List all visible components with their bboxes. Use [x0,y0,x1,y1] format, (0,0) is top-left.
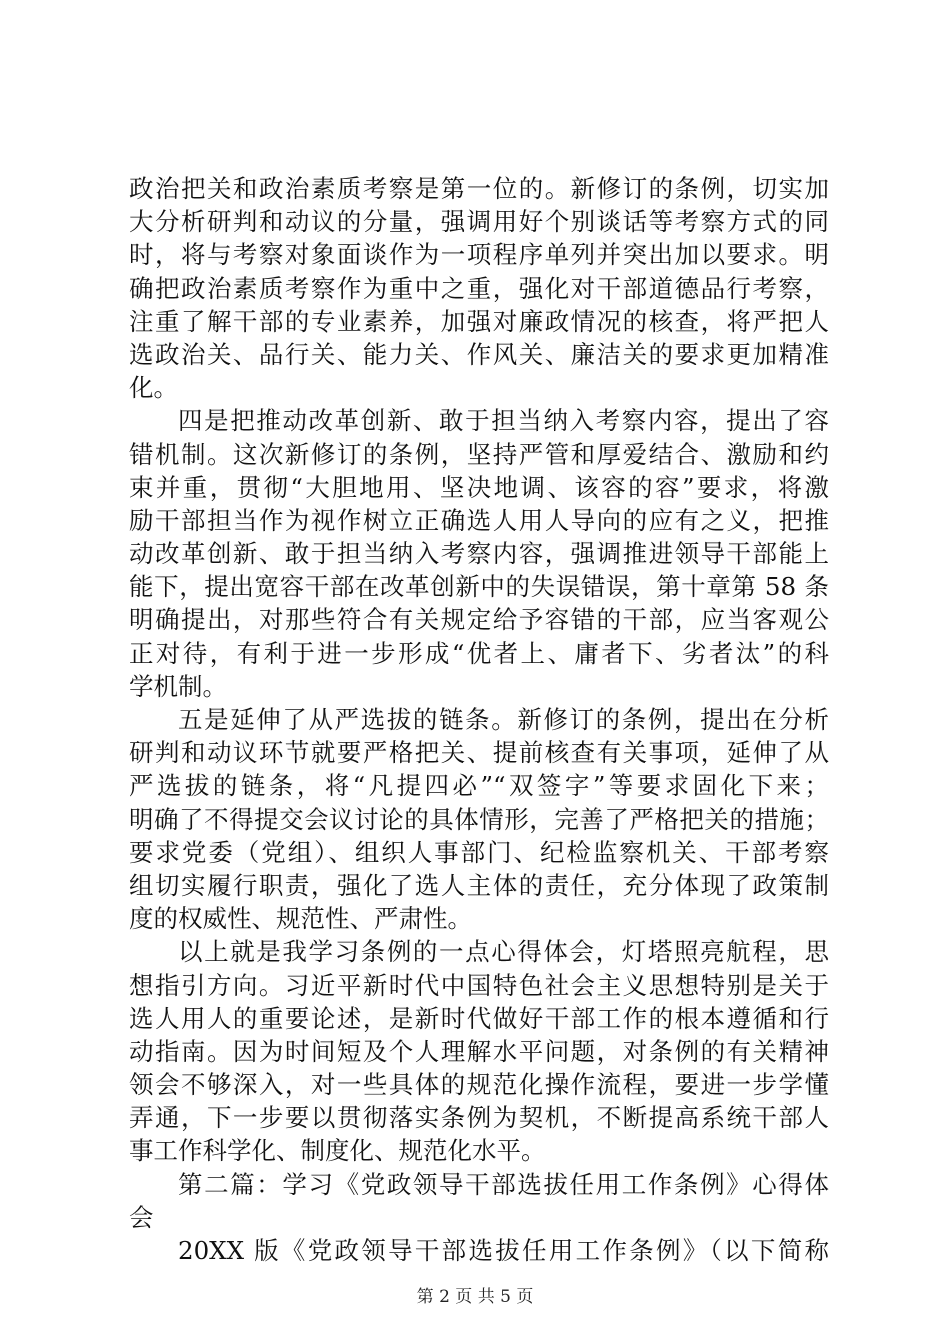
text-line: 正对待，有利于进一步形成“优者上、庸者下、劣者汰”的科 [129,638,829,668]
text-line: 错机制。这次新修订的条例，坚持严管和厚爱结合、激励和约 [129,439,829,469]
text-line: 五是延伸了从严选拔的链条。新修订的条例，提出在分析 [178,705,829,734]
body-text [129,172,829,1267]
text-line: 第二篇：学习《党政领导干部选拔任用工作条例》心得体 [178,1169,829,1199]
page-footer: 第 2 页 共 5 页 [416,1287,534,1307]
text-line: 大分析研判和动议的分量，强调用好个别谈话等考察方式的同 [129,207,829,237]
text-line: 时，将与考察对象面谈作为一项程序单列并突出加以要求。明 [129,240,829,270]
text-line: 会 [129,1202,154,1232]
text-line: 想指引方向。习近平新时代中国特色社会主义思想特别是关于 [129,970,829,1000]
text-line: 政治把关和政治素质考察是第一位的。新修订的条例，切实加 [129,174,829,203]
text-line: 严选拔的链条，将“凡提四必”“双签字”等要求固化下来； [129,771,829,801]
text-line: 四是把推动改革创新、敢于担当纳入考察内容，提出了容 [178,406,829,436]
text-line: 组切实履行职责，强化了选人主体的责任，充分体现了政策制 [129,870,829,900]
text-line: 动改革创新、敢于担当纳入考察内容，强调推进领导干部能上 [129,539,829,569]
text-line: 明确提出，对那些符合有关规定给予容错的干部，应当客观公 [129,605,829,635]
text-line: 选人用人的重要论述，是新时代做好干部工作的根本遵循和行 [129,1003,829,1033]
text-line: 动指南。因为时间短及个人理解水平问题，对条例的有关精神 [129,1036,829,1066]
text-line: 选政治关、品行关、能力关、作风关、廉洁关的要求更加精准 [129,339,829,369]
text-line: 事工作科学化、制度化、规范化水平。 [129,1136,546,1166]
text-line: 弄通，下一步要以贯彻落实条例为契机，不断提高系统干部人 [129,1103,829,1133]
text-line: 要求党委（党组）、组织人事部门、纪检监察机关、干部考察 [129,837,829,867]
text-line: 领会不够深入，对一些具体的规范化操作流程，要进一步学懂 [129,1070,829,1100]
text-line: 研判和动议环节就要严格把关、提前核查有关事项，延伸了从 [129,738,829,768]
text-line: 学机制。 [129,671,227,701]
text-line: 化。 [129,373,178,403]
text-line: 束并重，贯彻“大胆地用、坚决地调、该容的容”要求，将激 [129,472,829,502]
text-line: 以上就是我学习条例的一点心得体会，灯塔照亮航程，思 [178,937,829,967]
text-line: 励干部担当作为视作树立正确选人用人导向的应有之义，把推 [129,505,829,535]
text-line: 明确了不得提交会议讨论的具体情形，完善了严格把关的措施； [129,804,829,834]
text-line: 度的权威性、规范性、严肃性。 [129,904,472,934]
text-line: 确把政治素质考察作为重中之重，强化对干部道德品行考察， [129,273,829,303]
text-line: 注重了解干部的专业素养，加强对廉政情况的核查，将严把人 [129,306,829,336]
text-line: 20XX 版《党政领导干部选拔任用工作条例》（以下简称 [178,1236,829,1265]
text-line: 能下，提出宽容干部在改革创新中的失误错误，第十章第 58 条 [129,572,829,602]
